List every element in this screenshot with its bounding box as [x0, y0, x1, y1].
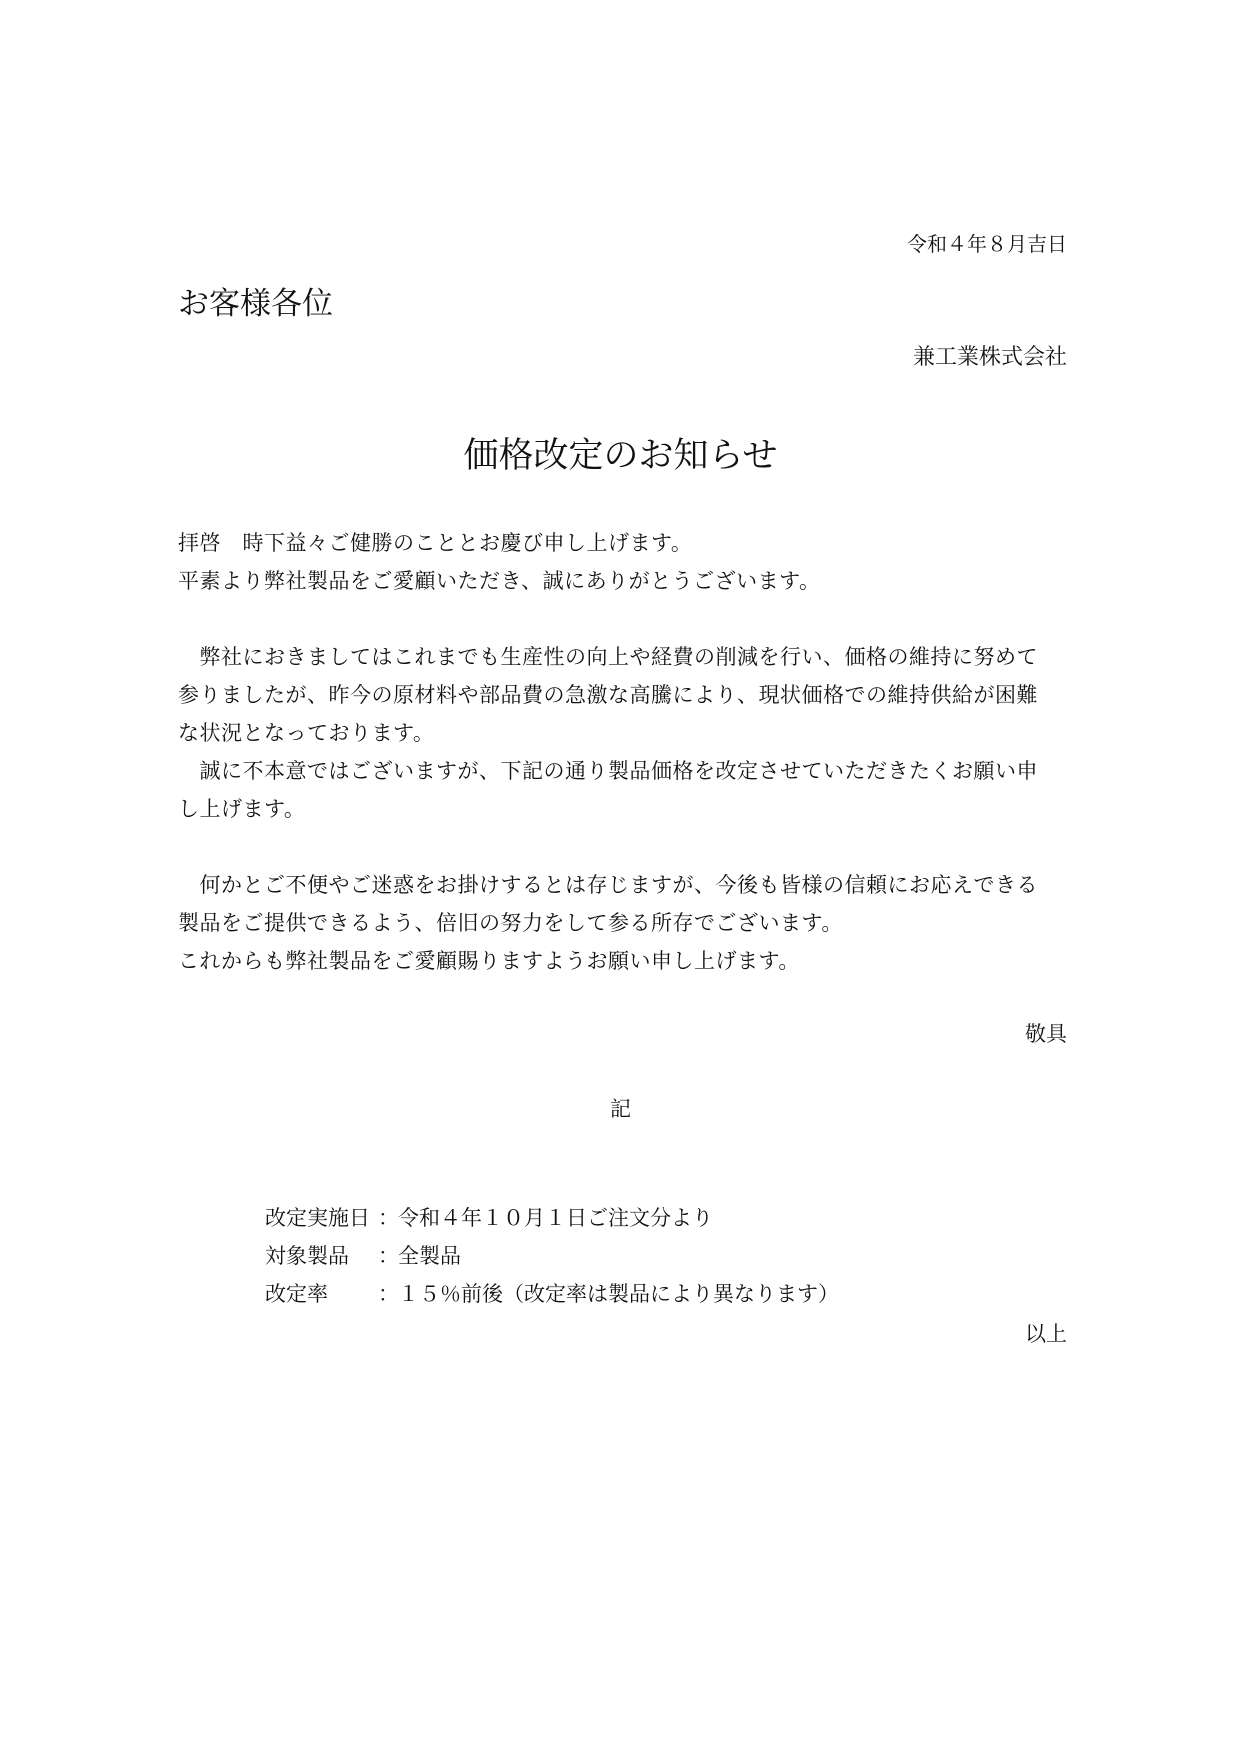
detail-separator: ：	[378, 1244, 399, 1268]
body-line: 製品をご提供できるよう、倍旧の努力をして参る所存でございます。	[178, 911, 843, 935]
body-line: な状況となっております。	[178, 721, 435, 745]
body-line: 何かとご不便やご迷惑をお掛けするとは存じますが、今後も皆様の信頼にお応えできる	[178, 873, 1038, 897]
letter-title: 価格改定のお知らせ	[463, 436, 778, 476]
body-line: これからも弊社製品をご愛顧賜りますようお願い申し上げます。	[178, 949, 800, 973]
detail-label: 改定実施日	[265, 1206, 370, 1230]
detail-separator: ：	[378, 1282, 399, 1306]
detail-value: 全製品	[398, 1244, 461, 1268]
body-line: 平素より弊社製品をご愛顧いただき、誠にありがとうございます。	[178, 569, 821, 593]
body-line: 弊社におきましてはこれまでも生産性の向上や経費の削減を行い、価格の維持に努めて	[178, 645, 1038, 669]
closing-keigu: 敬具	[1025, 1022, 1067, 1046]
detail-label: 改定率	[265, 1282, 328, 1306]
body-line: し上げます。	[178, 797, 306, 821]
detail-value: １５％前後（改定率は製品により異なります）	[398, 1282, 839, 1306]
ki-heading: 記	[610, 1097, 631, 1121]
body-line: 誠に不本意ではございますが、下記の通り製品価格を改定させていただきたくお願い申	[178, 759, 1038, 783]
letter-date: 令和４年８月吉日	[907, 232, 1067, 256]
detail-separator: ：	[378, 1206, 399, 1230]
recipient: お客様各位	[178, 286, 333, 322]
body-line: 拝啓 時下益々ご健勝のこととお慶び申し上げます。	[178, 531, 693, 555]
body-line: 参りましたが、昨今の原材料や部品費の急激な高騰により、現状価格での維持供給が困難	[178, 683, 1038, 707]
detail-label: 対象製品	[265, 1244, 349, 1268]
detail-value: 令和４年１０月１日ご注文分より	[398, 1206, 713, 1230]
sender-company: 兼工業株式会社	[912, 345, 1067, 370]
end-ijou: 以上	[1025, 1322, 1067, 1346]
